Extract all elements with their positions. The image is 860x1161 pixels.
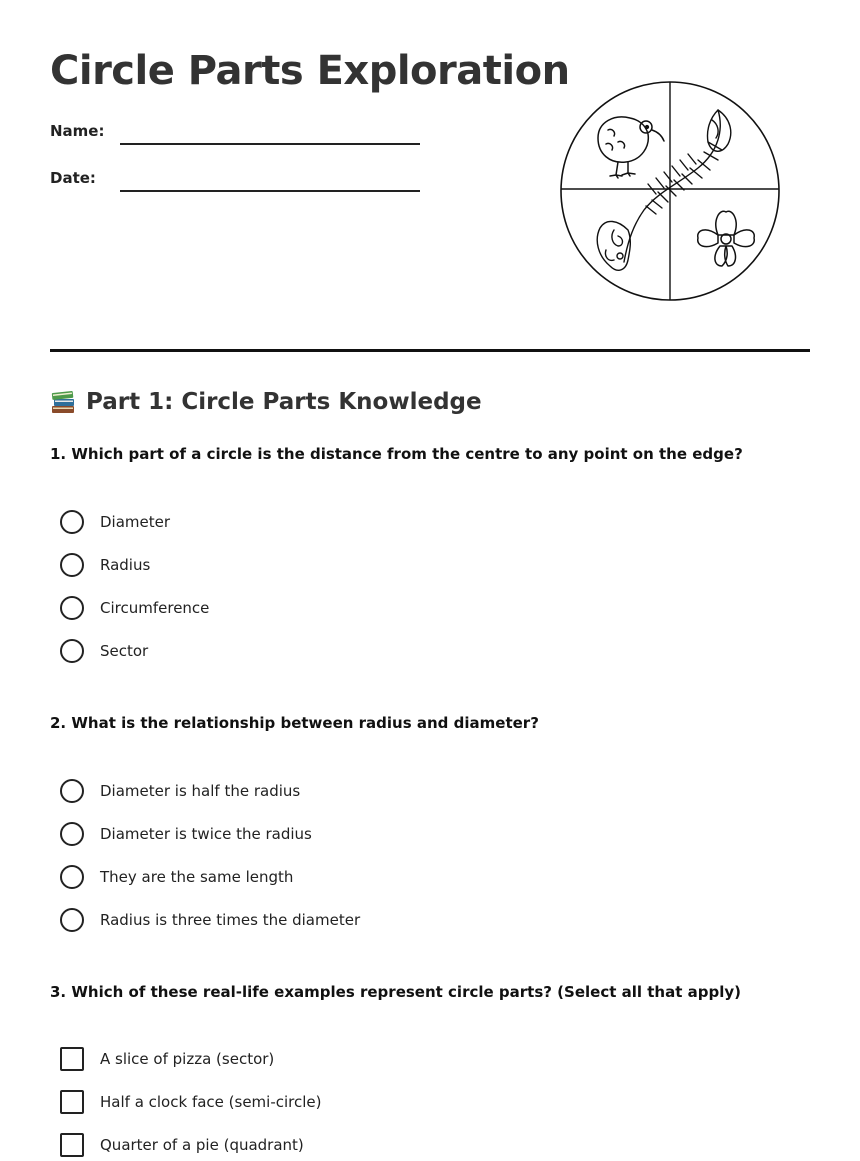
option-label: Diameter — [100, 513, 171, 531]
question-2: 2. What is the relationship between radius and diameter? — [50, 714, 539, 732]
radio-button[interactable] — [60, 865, 84, 889]
option-label: A slice of pizza (sector) — [100, 1050, 275, 1068]
part1-heading — [50, 388, 482, 416]
circle-quadrant-illustration — [558, 80, 782, 302]
radio-button[interactable] — [60, 908, 84, 932]
radio-button[interactable] — [60, 510, 84, 534]
radio-button[interactable] — [60, 779, 84, 803]
q3-option-pizza[interactable] — [60, 1046, 274, 1072]
q1-option-sector[interactable] — [60, 638, 148, 664]
q3-option-pie[interactable] — [60, 1132, 304, 1158]
q2-option-1[interactable] — [60, 778, 300, 804]
radio-button[interactable] — [60, 639, 84, 663]
question-1: 1. Which part of a circle is the distance from the centre to any point on the edge? — [50, 445, 743, 463]
date-field[interactable] — [120, 190, 420, 192]
date-label: Date: — [50, 169, 96, 187]
option-label: Radius — [100, 556, 151, 574]
q2-option-4[interactable] — [60, 907, 360, 933]
q1-option-radius[interactable] — [60, 552, 150, 578]
part1-title: Part 1: Circle Parts Knowledge — [86, 389, 482, 415]
option-label: They are the same length — [100, 868, 294, 886]
worksheet-title: Circle Parts Exploration — [50, 48, 570, 94]
option-label: Circumference — [100, 599, 210, 617]
checkbox[interactable] — [60, 1133, 84, 1157]
radio-button[interactable] — [60, 553, 84, 577]
q1-option-diameter[interactable] — [60, 509, 170, 535]
option-label: Diameter is half the radius — [100, 782, 301, 800]
option-label: Half a clock face (semi-circle) — [100, 1093, 322, 1111]
checkbox[interactable] — [60, 1090, 84, 1114]
radio-button[interactable] — [60, 822, 84, 846]
option-label: Quarter of a pie (quadrant) — [100, 1136, 304, 1154]
q2-option-3[interactable] — [60, 864, 293, 890]
q2-option-2[interactable] — [60, 821, 312, 847]
checkbox[interactable] — [60, 1047, 84, 1071]
question-3: 3. Which of these real-life examples represent circle parts? (Select all that apply) — [50, 983, 741, 1001]
option-label: Radius is three times the diameter — [100, 911, 361, 929]
section-divider — [50, 349, 810, 352]
name-field[interactable] — [120, 143, 420, 145]
books-icon — [50, 388, 76, 416]
name-label: Name: — [50, 122, 105, 140]
radio-button[interactable] — [60, 596, 84, 620]
q1-option-circumference[interactable] — [60, 595, 209, 621]
option-label: Sector — [100, 642, 149, 660]
q3-option-clock[interactable] — [60, 1089, 322, 1115]
option-label: Diameter is twice the radius — [100, 825, 312, 843]
